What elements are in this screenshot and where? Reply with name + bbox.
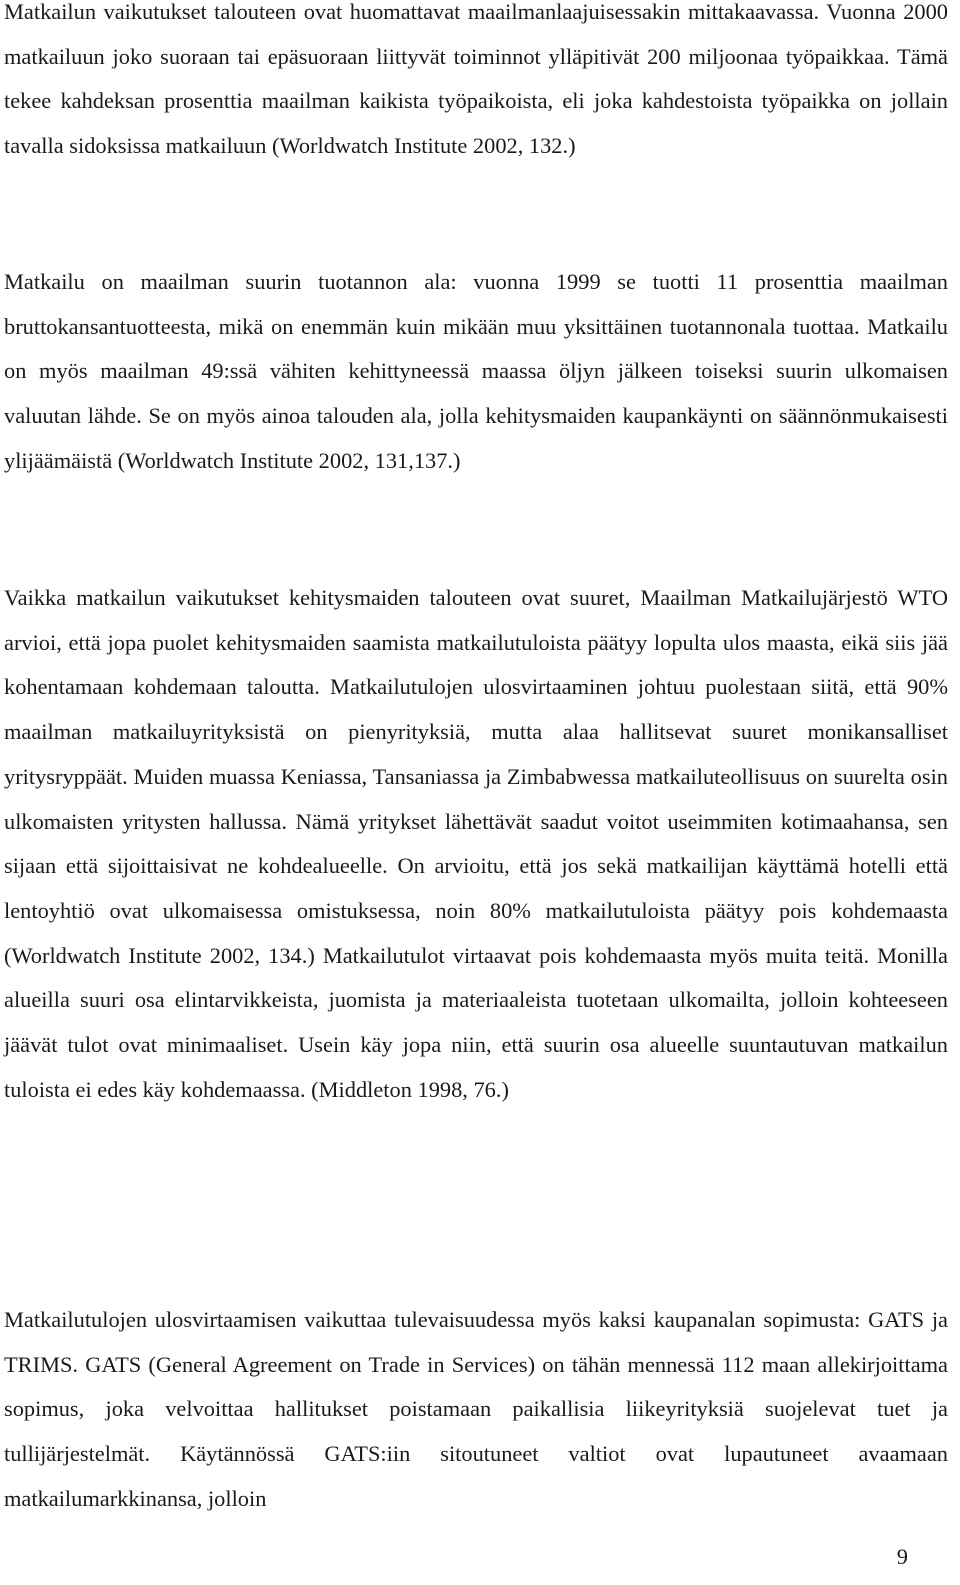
page-number: 9 xyxy=(896,1544,908,1569)
paragraph-gats-trims: Matkailutulojen ulosvirtaamisen vaikuttaa tulevaisuudessa myös kaksi kaupanalan sopimusta: GATS ja TRIMS. GATS (General Agreement on Trade in Services) on tähän mennessä 112 maan allekirjoittama sopimus, joka velvoittaa hallitukset poistamaan paikallisia liikeyrityksiä suojelevat tuet ja tullijärjestelmät. Käytännössä GATS:iin sitoutuneet valtiot ovat lupautuneet avaamaan matkailumarkkinansa, jolloin xyxy=(4,1307,948,1511)
paragraph-revenue-leakage: Vaikka matkailun vaikutukset kehitysmaiden talouteen ovat suuret, Maailman Matkailujärjestö WTO arvioi, että jopa puolet kehitysmaiden saamista matkailutuloista päätyy lopulta ulos maasta, eikä siis jää kohentamaan kohdemaan taloutta. Matkailutulojen ulosvirtaaminen johtuu puolestaan siitä, että 90% maailman matkailuyrityksistä on pienyrityksiä, mutta alaa hallitsevat suuret monikansalliset yritysryppäät. Muiden muassa Keniassa, Tansaniassa ja Zimbabwessa matkailuteollisuus on suurelta osin ulkomaisten yritysten hallussa. Nämä yritykset lähettävät saadut voitot useimmiten kotimaahansa, sen sijaan että sijoittaisivat ne kohdealueelle. On arvioitu, että jos sekä matkailijan käyttämä hotelli että lentoyhtiö ovat ulkomaisessa omistuksessa, noin 80% matkailutuloista päätyy pois kohdemaasta (Worldwatch Institute 2002, 134.) Matkailutulot virtaavat pois kohdemaasta myös muita teitä. Monilla alueilla suuri osa elintarvikkeista, juomista ja materiaaleista tuotetaan ulkomailta, jolloin kohteeseen jäävät tulot ovat minimaaliset. Usein käy jopa niin, että suurin osa alueelle suuntautuvan matkailun tuloista ei edes käy kohdemaassa. (Middleton 1998, 76.) xyxy=(4,585,948,1102)
paragraph-tourism-employment: Matkailun vaikutukset talouteen ovat huomattavat maailmanlaajuisessakin mittakaavassa. Vuonna 2000 matkailuun joko suoraan tai epäsuoraan liittyvät toiminnot ylläpitivät 200 miljoonaa työpaikkaa. Tämä tekee kahdeksan prosenttia maailman kaikista työpaikoista, eli joka kahdestoista työpaikka on jollain tavalla sidoksissa matkailuun (Worldwatch Institute 2002, 132.) xyxy=(4,0,948,159)
paragraph-tourism-gdp: Matkailu on maailman suurin tuotannon ala: vuonna 1999 se tuotti 11 prosenttia maailman bruttokansantuotteesta, mikä on enemmän kuin mikään muu yksittäinen tuotannonala tuottaa. Matkailu on myös maailman 49:ssä vähiten kehittyneessä maassa öljyn jälkeen toiseksi suurin ulkomaisen valuutan lähde. Se on myös ainoa talouden ala, jolla kehitysmaiden kaupankäynti on säännönmukaisesti ylijäämäistä (Worldwatch Institute 2002, 131,137.) xyxy=(4,269,948,473)
